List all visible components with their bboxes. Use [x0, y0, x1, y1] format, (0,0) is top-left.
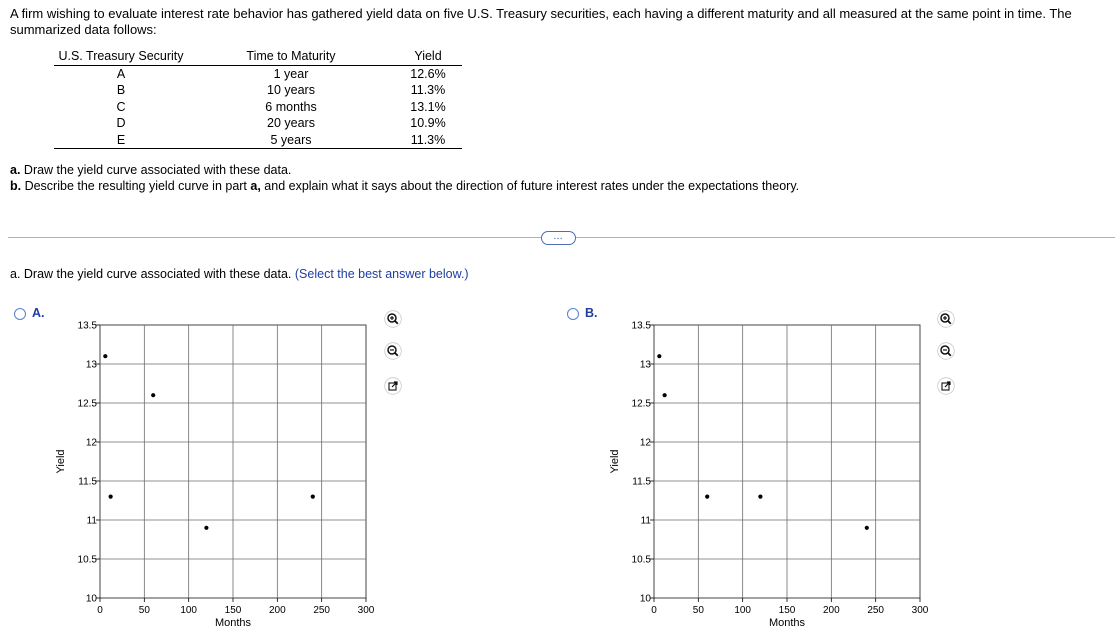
table-cell: 6 months [265, 99, 317, 114]
expand-button[interactable]: … [541, 231, 576, 245]
x-tick-label: 50 [692, 605, 704, 616]
table-cell: 1 year [273, 67, 309, 81]
y-tick-label: 11 [86, 515, 97, 527]
table-cell: 13.1% [410, 99, 446, 114]
y-tick-label: 10.5 [77, 554, 97, 566]
column-header: U.S. Treasury Security [54, 49, 188, 66]
x-tick-label: 100 [734, 605, 752, 616]
open-new-window-icon[interactable] [937, 377, 955, 395]
x-axis-label: Months [214, 617, 252, 629]
table-row [54, 66, 462, 83]
column-header: Yield [394, 49, 462, 66]
part-a-question [10, 163, 291, 177]
chart-option-b [604, 315, 934, 630]
part-a-text: Draw the yield curve associated with these data. [20, 163, 292, 177]
y-tick-label: 13.5 [631, 320, 651, 332]
table-row [54, 99, 462, 115]
table-row [54, 115, 462, 131]
chart-option-a [50, 315, 380, 630]
data-point [204, 526, 208, 530]
table-cell: 11.3% [410, 83, 446, 98]
data-point [663, 393, 667, 397]
table-cell: 11.3% [394, 132, 462, 149]
y-tick-label: 10 [85, 593, 97, 605]
table-cell: E [54, 132, 188, 149]
question-hint: (Select the best answer below.) [294, 267, 469, 281]
x-tick-label: 0 [651, 605, 657, 616]
question-prompt-text: a. Draw the yield curve associated with these data. [10, 267, 292, 281]
data-point [865, 526, 869, 530]
x-tick-label: 150 [778, 605, 796, 616]
table-row [54, 132, 462, 149]
y-tick-label: 11.5 [632, 476, 651, 488]
table-cell: 10 years [267, 83, 315, 98]
y-tick-label: 13.5 [77, 320, 97, 332]
x-tick-label: 200 [822, 605, 840, 616]
table-cell: D [116, 116, 126, 131]
part-b-text-2: and explain what it says about the direction of future interest rates under the expectations theory. [260, 179, 800, 193]
y-tick-label: 13 [85, 359, 97, 371]
data-point [109, 495, 113, 499]
table-cell: B [116, 83, 126, 98]
zoom-out-icon[interactable] [384, 342, 402, 360]
x-tick-label: 300 [911, 605, 929, 616]
y-tick-label: 13 [639, 359, 651, 371]
table-cell: 5 years [188, 132, 394, 149]
zoom-in-icon[interactable] [937, 310, 955, 328]
open-new-window-icon[interactable] [384, 377, 402, 395]
x-tick-label: 250 [313, 605, 331, 616]
y-axis-label: Yield [609, 449, 621, 474]
data-point [151, 393, 155, 397]
option-b-radio[interactable] [567, 308, 579, 320]
part-a-prefix: a. [10, 163, 21, 177]
y-tick-label: 12 [639, 437, 651, 449]
y-tick-label: 11.5 [78, 476, 97, 488]
part-b-bold-ref: a, [250, 179, 261, 193]
x-tick-label: 50 [138, 605, 150, 616]
option-b-label[interactable]: B. [585, 306, 598, 320]
x-tick-label: 300 [357, 605, 375, 616]
y-tick-label: 10 [639, 593, 651, 605]
table-cell: 12.6% [410, 67, 446, 81]
part-b-question [10, 179, 799, 193]
x-tick-label: 250 [867, 605, 885, 616]
y-axis-label: Yield [55, 449, 67, 474]
treasury-data-table [54, 49, 462, 149]
data-point [657, 354, 661, 358]
table-cell: C [116, 99, 126, 114]
y-tick-label: 10.5 [631, 554, 651, 566]
x-tick-label: 150 [224, 605, 242, 616]
data-point [758, 495, 762, 499]
zoom-out-icon[interactable] [937, 342, 955, 360]
table-header-row [54, 49, 462, 66]
part-b-prefix: b. [10, 179, 22, 193]
x-axis-label: Months [768, 617, 806, 629]
table-cell: 20 years [267, 116, 315, 131]
y-tick-label: 11 [640, 515, 651, 527]
zoom-in-icon[interactable] [384, 310, 402, 328]
option-a-label[interactable]: A. [32, 306, 45, 320]
y-tick-label: 12 [85, 437, 97, 449]
table-cell: A [116, 67, 126, 81]
table-row [54, 82, 462, 98]
column-header: Time to Maturity [188, 49, 394, 66]
y-tick-label: 12.5 [631, 398, 651, 410]
x-tick-label: 100 [180, 605, 198, 616]
table-cell: 10.9% [410, 116, 446, 131]
problem-intro: A firm wishing to evaluate interest rate behavior has gathered yield data on five U.S. Treasury securities, each having a different maturity and all measured at the same point in time. The summarized data follows: [10, 6, 1072, 37]
part-b-text-1: Describe the resulting yield curve in part [21, 179, 251, 193]
data-point [311, 495, 315, 499]
data-point [103, 354, 107, 358]
x-tick-label: 0 [97, 605, 103, 616]
y-tick-label: 12.5 [77, 398, 97, 410]
data-point [705, 495, 709, 499]
question-prompt [10, 267, 469, 281]
option-a-radio[interactable] [14, 308, 26, 320]
x-tick-label: 200 [268, 605, 286, 616]
